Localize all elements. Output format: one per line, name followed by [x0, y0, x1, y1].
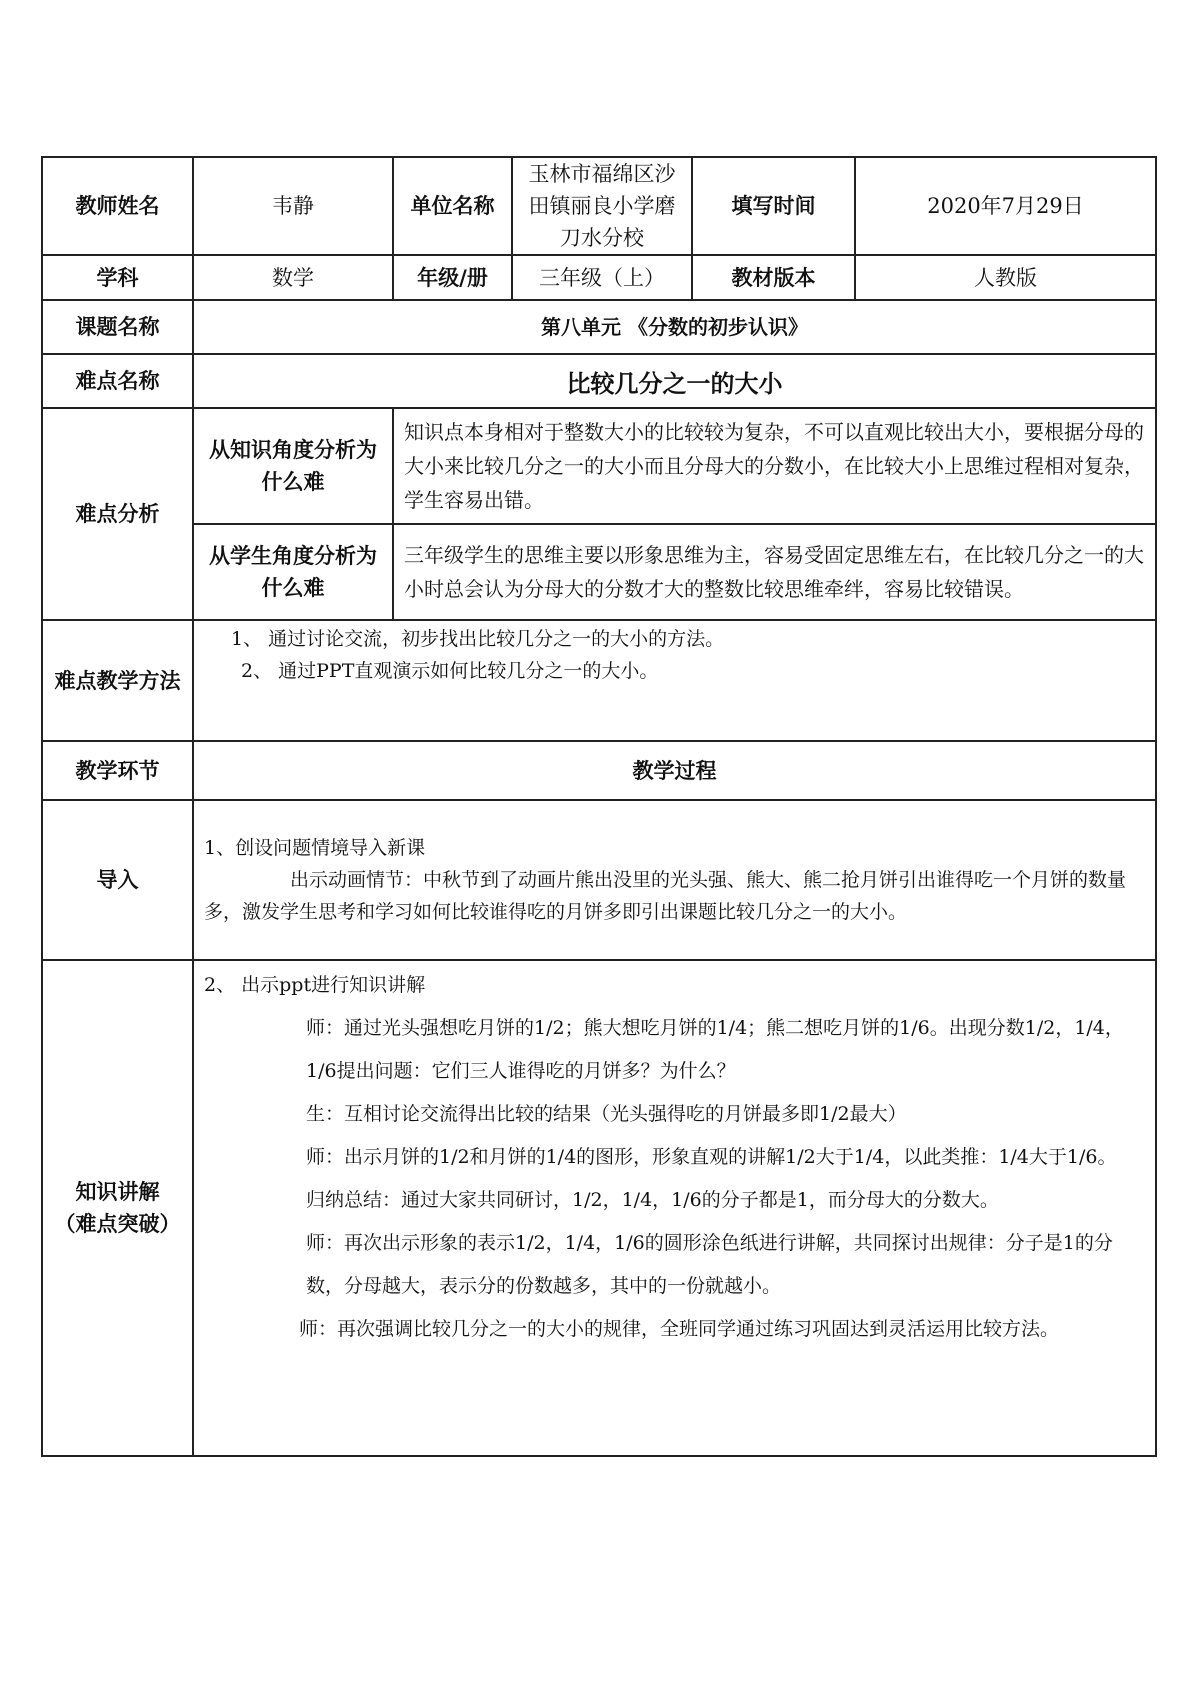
topic-label: 课题名称 [42, 300, 193, 354]
knowledge-line: 师：再次强调比较几分之一的大小的规律，全班同学通过练习巩固达到灵活运用比较方法。 [299, 1318, 1060, 1340]
subject-value: 数学 [193, 255, 393, 300]
knowledge-label: 知识讲解 [75, 1180, 160, 1204]
stage-header-label: 教学环节 [42, 741, 193, 800]
difficulty-value: 比较几分之一的大小 [193, 354, 1156, 408]
knowledge-line: 2、 出示ppt进行知识讲解 [204, 974, 426, 996]
unit-value: 玉林市福绵区沙田镇丽良小学磨刀水分校 [512, 157, 692, 255]
knowledge-label-cell [42, 960, 193, 1456]
knowledge-line: 师：通过光头强想吃月饼的1/2；熊大想吃月饼的1/4；熊二想吃月饼的1/6。出现分数1/2，1/4，1/6提出问题：它们三人谁得吃的月饼多？为什么？ [306, 1017, 1124, 1082]
lesson-plan-sheet [41, 156, 1155, 1457]
intro-paragraph: 出示动画情节：中秋节到了动画片熊出没里的光头强、熊大、熊二抢月饼引出谁得吃一个月饼的数量多，激发学生思考和学习如何比较谁得吃的月饼多即引出课题比较几分之一的大小。 [204, 869, 1127, 923]
grade-label: 年级/册 [393, 255, 512, 300]
student-angle-text: 三年级学生的思维主要以形象思维为主，容易受固定思维左右，在比较几分之一的大小时总会认为分母大的分数才大的整数比较思维牵绊，容易比较错误。 [393, 524, 1156, 620]
topic-row [42, 300, 1156, 354]
knowledge-sublabel: （难点突破） [54, 1212, 181, 1236]
knowledge-line: 生：互相讨论交流得出比较的结果（光头强得吃的月饼最多即1/2最大） [306, 1103, 907, 1125]
analysis-label: 难点分析 [42, 408, 193, 620]
process-header-row [42, 741, 1156, 800]
time-label: 填写时间 [692, 157, 855, 255]
knowledge-line: 归纳总结：通过大家共同研讨，1/2，1/4，1/6的分子都是1，而分母大的分数大。 [306, 1189, 999, 1211]
methods-row [42, 620, 1156, 741]
knowledge-line: 师：出示月饼的1/2和月饼的1/4的图形，形象直观的讲解1/2大于1/4，以此类推：1/4大于1/6。 [306, 1146, 1117, 1168]
difficulty-label: 难点名称 [42, 354, 193, 408]
unit-label: 单位名称 [393, 157, 512, 255]
intro-row [42, 800, 1156, 960]
time-value: 2020年7月29日 [855, 157, 1156, 255]
method-item: 2、 通过PPT直观演示如何比较几分之一的大小。 [241, 660, 659, 682]
edition-label: 教材版本 [692, 255, 855, 300]
difficulty-row [42, 354, 1156, 408]
teacher-label: 教师姓名 [42, 157, 193, 255]
subject-row [42, 255, 1156, 300]
student-angle-label: 从学生角度分析为什么难 [193, 524, 393, 620]
methods-list [193, 620, 1156, 741]
knowledge-angle-text: 知识点本身相对于整数大小的比较较为复杂，不可以直观比较出大小，要根据分母的大小来比较几分之一的大小而且分母大的分数小，在比较大小上思维过程相对复杂，学生容易出错。 [393, 408, 1156, 524]
teacher-value: 韦静 [193, 157, 393, 255]
analysis-knowledge-row [42, 408, 1156, 524]
methods-label: 难点教学方法 [42, 620, 193, 741]
header-row [42, 157, 1156, 255]
topic-value: 第八单元 《分数的初步认识》 [193, 300, 1156, 354]
intro-label: 导入 [42, 800, 193, 960]
process-header-label: 教学过程 [193, 741, 1156, 800]
knowledge-angle-label: 从知识角度分析为什么难 [193, 408, 393, 524]
analysis-student-row [42, 524, 1156, 620]
intro-content [193, 800, 1156, 960]
method-item: 1、 通过讨论交流，初步找出比较几分之一的大小的方法。 [231, 628, 725, 650]
edition-value: 人教版 [855, 255, 1156, 300]
subject-label: 学科 [42, 255, 193, 300]
intro-line: 1、创设问题情境导入新课 [204, 837, 426, 859]
lesson-plan-table [41, 156, 1157, 1457]
knowledge-row [42, 960, 1156, 1456]
knowledge-content [193, 960, 1156, 1456]
knowledge-line: 师：再次出示形象的表示1/2，1/4，1/6的圆形涂色纸进行讲解，共同探讨出规律：分子是1的分数，分母越大，表示分的份数越多，其中的一份就越小。 [306, 1232, 1113, 1297]
grade-value: 三年级（上） [512, 255, 692, 300]
